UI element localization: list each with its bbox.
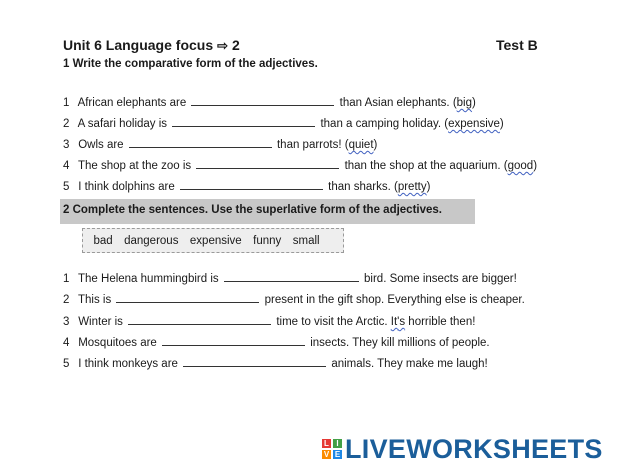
exercise2-item: 4 Mosquitoes are insects. They kill millions of people.	[63, 334, 490, 349]
answer-input[interactable]	[172, 115, 315, 127]
exercise1-item: 1 African elephants are than Asian elephants. (big)	[63, 94, 476, 109]
arrow-right-icon: ⇨	[217, 38, 229, 53]
answer-input[interactable]	[116, 291, 259, 303]
unit-number: 2	[232, 37, 240, 53]
answer-input[interactable]	[191, 94, 334, 106]
live-grid-icon: L I V E	[323, 439, 341, 459]
answer-input[interactable]	[129, 136, 272, 148]
exercise1-item: 2 A safari holiday is than a camping holiday. (expensive)	[63, 115, 504, 130]
test-label: Test B	[496, 37, 538, 53]
exercise1-item: 3 Owls are than parrots! (quiet)	[63, 136, 377, 151]
word-bank-item: expensive	[189, 235, 242, 247]
exercise2-item: 1 The Helena hummingbird is bird. Some insects are bigger!	[63, 270, 517, 285]
word-bank-item: dangerous	[124, 235, 179, 247]
word-bank-item: small	[292, 235, 320, 247]
liveworksheets-logo	[322, 433, 603, 465]
section1-instruction: 1 Write the comparative form of the adjectives.	[63, 58, 318, 70]
exercise1-item: 5 I think dolphins are than sharks. (pretty)	[63, 178, 430, 193]
exercise2-item: 3 Winter is time to visit the Arctic. It's horrible then!	[63, 313, 475, 328]
exercise1-item: 4 The shop at the zoo is than the shop at the aquarium. (good)	[63, 157, 537, 172]
unit-title: Unit 6 Language focus	[63, 37, 214, 53]
answer-input[interactable]	[183, 355, 326, 367]
answer-input[interactable]	[162, 334, 305, 346]
page-title	[63, 37, 240, 54]
answer-input[interactable]	[180, 178, 323, 190]
exercise2-item: 2 This is present in the gift shop. Everything else is cheaper.	[63, 291, 525, 306]
word-bank	[82, 228, 344, 253]
answer-input[interactable]	[224, 270, 359, 282]
word-bank-item: funny	[253, 235, 282, 247]
logo-text: LIVEWORKSHEETS	[345, 433, 603, 464]
section2-instruction: 2 Complete the sentences. Use the superlative form of the adjectives.	[63, 204, 442, 216]
word-bank-item: bad	[93, 235, 113, 247]
exercise2-item: 5 I think monkeys are animals. They make me laugh!	[63, 355, 488, 370]
answer-input[interactable]	[128, 313, 271, 325]
answer-input[interactable]	[196, 157, 339, 169]
